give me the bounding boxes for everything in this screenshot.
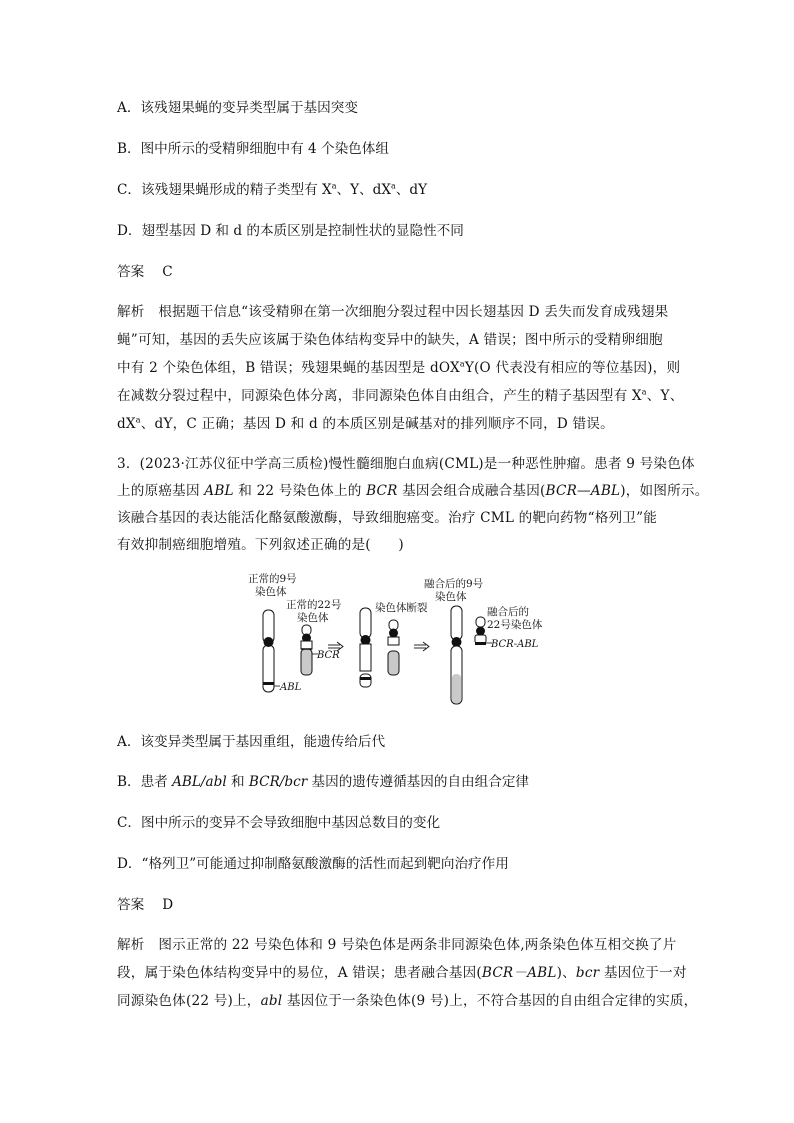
q2-analysis-line-2: 蝇”可知，基因的丢失应该属于染色体结构变异中的缺失，A 错误；图中所示的受精卵细胞 [117, 332, 663, 348]
q2-analysis-line-1: 解析 根据题干信息“该受精卵在第一次细胞分裂过程中因长翅基因 D 丢失而发育成残翅果 [117, 304, 669, 320]
q2-answer: 答案 C [117, 264, 173, 280]
label-normal-22-line2: 染色体 [297, 612, 329, 624]
q2-option-c: C．该残翅果蝇形成的精子类型有 $X^a$、Y、$dX^a$、dY [117, 181, 428, 198]
fused-chromosome-9 [451, 606, 462, 704]
q3-analysis-line-3: 同源染色体(22 号)上，abl 基因位于一条染色体(9 号)上，不符合基因的自由组合定律的实质， [117, 993, 698, 1009]
label-fused-9-line1: 融合后的9号 [424, 578, 484, 590]
chromosome-fusion-figure [230, 570, 570, 715]
label-fused-22-line1: 融合后的 [487, 606, 529, 618]
label-break: 染色体断裂 [375, 602, 428, 614]
q2-analysis-line-3: 中有 2 个染色体组，B 错误；残翅果蝇的基因型是 dOX$^a$Y(O 代表没有相应的等位基因)，则 [117, 359, 681, 376]
q3-option-a: A．该变异类型属于基因重组，能遗传给后代 [117, 734, 386, 750]
gene-abl-label: ABL [280, 682, 302, 693]
arrow-2 [414, 642, 429, 651]
gene-bcr-abl-label: BCR-ABL [491, 639, 539, 650]
q3-stem-line-2: 上的原癌基因 ABL 和 22 号染色体上的 BCR 基因会组合成融合基因(BCR—ABL)，如图所示。 [117, 483, 709, 499]
q3-answer: 答案 D [117, 897, 174, 913]
q2-analysis-line-4: 在减数分裂过程中，同源染色体分离，非同源染色体自由组合，产生的精子基因型有 $X^a$、Y、 [117, 387, 684, 404]
gene-bcr-label: BCR [317, 650, 340, 661]
q3-stem-line-3: 该融合基因的表达能活化酪氨酸激酶，导致细胞癌变。治疗 CML 的靶向药物“格列卫”能 [117, 510, 658, 526]
q3-option-b: B．患者 ABL/abl 和 BCR/bcr 基因的遗传遵循基因的自由组合定律 [117, 774, 530, 790]
label-normal-9-line1: 正常的9号 [248, 573, 297, 585]
label-normal-22-line1: 正常的22号 [286, 599, 342, 611]
label-normal-9-line2: 染色体 [255, 586, 287, 598]
q2-option-d: D．翅型基因 D 和 d 的本质区别是控制性状的显隐性不同 [117, 223, 464, 239]
q2-option-b: B．图中所示的受精卵细胞中有 4 个染色体组 [117, 141, 389, 157]
normal-chromosome-22 [301, 625, 318, 675]
q3-stem-line-4: 有效抑制癌细胞增殖。下列叙述正确的是( ) [117, 537, 404, 553]
q3-analysis-line-2: 段，属于染色体结构变异中的易位，A 错误；患者融合基因(BCR－ABL)、bcr 基因位于一对 [117, 965, 687, 981]
q3-option-c: C．图中所示的变异不会导致细胞中基因总数目的变化 [117, 815, 441, 831]
chromosome-diagram [230, 570, 570, 715]
label-fused-22-line2: 22号染色体 [487, 619, 543, 631]
label-fused-9-line2: 染色体 [435, 591, 467, 603]
broken-chromosome-22 [388, 620, 399, 675]
q3-option-d: D．“格列卫”可能通过抑制酪氨酸激酶的活性而起到靶向治疗作用 [117, 856, 509, 872]
q2-option-a: A．该残翅果蝇的变异类型属于基因突变 [117, 100, 358, 116]
q3-analysis-line-1: 解析 图示正常的 22 号染色体和 9 号染色体是两条非同源染色体,两条染色体互相交换了片 [117, 937, 677, 953]
broken-chromosome-9 [360, 608, 371, 687]
q3-stem-line-1: 3．(2023·江苏仪征中学高三质检)慢性髓细胞白血病(CML)是一种恶性肿瘤。患者 9 号染色体 [117, 456, 695, 472]
normal-chromosome-9 [263, 610, 280, 692]
q2-analysis-line-5: $dX^a$、dY，C 正确；基因 D 和 d 的本质区别是碱基对的排列顺序不同，D 错误。 [117, 415, 614, 432]
